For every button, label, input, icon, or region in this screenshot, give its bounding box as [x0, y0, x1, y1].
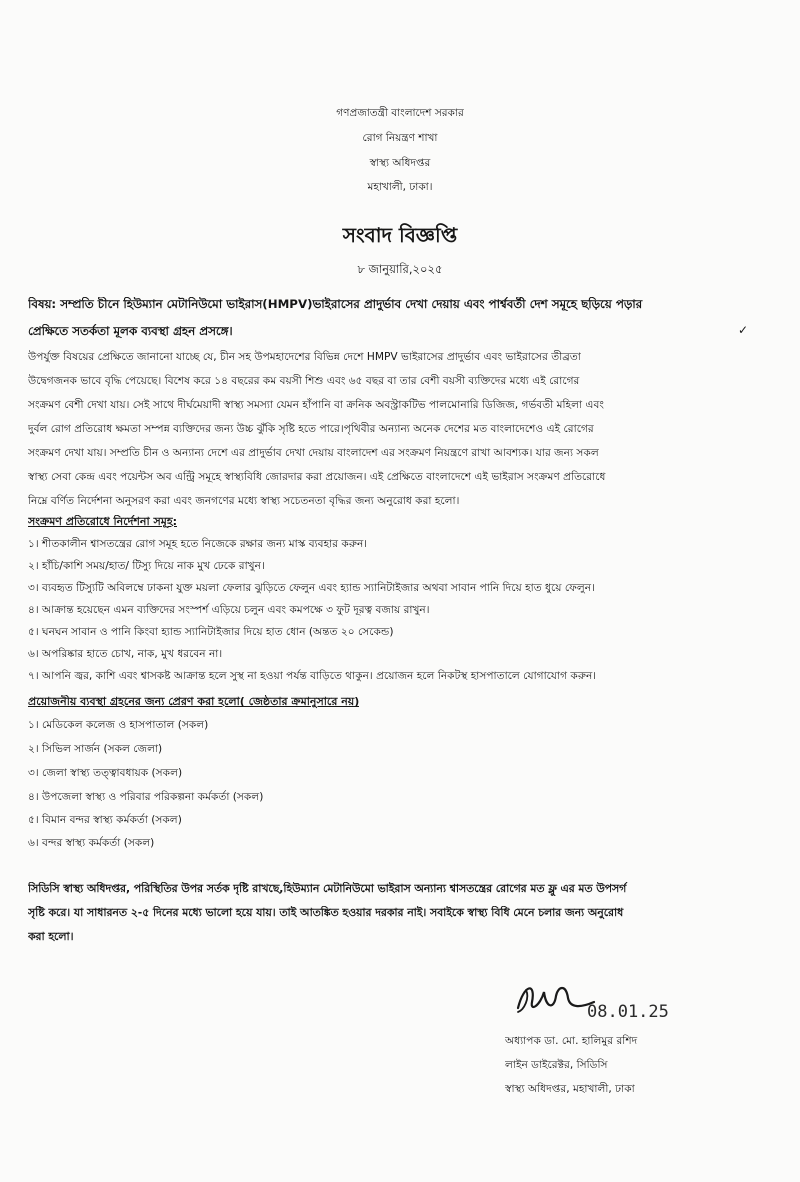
recipient-item: ২। সিভিল সার্জন (সকল জেলা)	[28, 743, 163, 755]
closing-line: করা হলো।	[28, 930, 74, 943]
document-date: ৮ জানুয়ারি,২০২৫	[357, 262, 443, 276]
instruction-item: ৫। ঘনঘন সাবান ও পানি কিংবা হ্যান্ড স্যানিটাইজার দিয়ে হাত ধোন (অন্তত ২০ সেকেন্ড)	[28, 626, 394, 638]
header-location: মহাখালী, ঢাকা।	[367, 181, 433, 193]
recipient-item: ৪। উপজেলা স্বাস্থ্য ও পরিবার পরিকল্পনা কর্মকর্তা (সকল)	[28, 791, 264, 803]
signatory-office: স্বাস্থ্য অধিদপ্তর, মহাখালী, ঢাকা	[505, 1083, 635, 1095]
instruction-item: ১। শীতকালীন শ্বাসতন্ত্রের রোগ সমূহ হতে নিজেকে রক্ষার জন্য মাস্ক ব্যবহার করুন।	[28, 538, 368, 550]
header-division: রোগ নিয়ন্ত্রণ শাখা	[362, 132, 438, 144]
recipient-item: ৬। বন্দর স্বাস্থ্য কর্মকর্তা (সকল)	[28, 837, 155, 849]
document-title: সংবাদ বিজ্ঞপ্তি	[342, 223, 458, 247]
instruction-item: ৪। আক্রান্ত হয়েছেন এমন ব্যক্তিদের সংস্পর্শ এড়িয়ে চলুন এবং কমপক্ষে ৩ ফুট দূরত্ব বজায় রাখুন।	[28, 604, 430, 616]
body-line: স্বাস্থ্য সেবা কেন্দ্র এবং পয়েন্টস অব এন্ট্রি সমূহে স্বাস্থ্যবিধি জোরদার করা প্রয়োজন। এই প্রেক্ষিতে বাংলাদেশে এই ভাইরাস সংক্রমণ প্রতিরোধে	[28, 471, 606, 483]
subject-line-1: বিষয়: সম্প্রতি চীনে হিউম্যান মেটানিউমো ভাইরাস(HMPV)ভাইরাসের প্রাদুর্ভাব দেখা দেয়ায় এবং পার্শ্ববর্তী দেশ সমূহে ছড়িয়ে পড়ার	[28, 297, 643, 311]
header-directorate: স্বাস্থ্য অধিদপ্তর	[369, 157, 431, 169]
recipient-item: ১। মেডিকেল কলেজ ও হাসপাতাল (সকল)	[28, 719, 209, 731]
subject-line-2: প্রেক্ষিতে সতর্কতা মূলক ব্যবস্থা গ্রহন প্রসঙ্গে।	[28, 324, 233, 338]
signatory-name: অধ্যাপক ডা. মো. হালিমুর রশিদ	[505, 1035, 638, 1047]
instruction-item: ৬। অপরিষ্কার হাতে চোখ, নাক, মুখ ধরবেন না।	[28, 648, 223, 660]
closing-line: সৃষ্টি করে। যা সাধারনত ২-৫ দিনের মধ্যে ভালো হয়ে যায়। তাই আতঙ্কিত হওয়ার দরকার নাই। সবাইকে স্বাস্থ্য বিধি মেনে চলার জন্য অনুরোধ	[28, 906, 624, 919]
recipients-heading: প্রয়োজনীয় ব্যবস্থা গ্রহনের জন্য প্রেরণ করা হলো( জেষ্ঠতার ক্রমানুসারে নয়)	[28, 695, 360, 708]
body-line: সংক্রমণ বেশী দেখা যায়। সেই সাথে দীর্ঘমেয়াদী স্বাস্থ্য সমস্যা যেমন হাঁপানি বা ক্রনিক অবস্ট্রাকটিভ পালমোনারি ডিজিজ, গর্ভবতী মহিলা এবং	[28, 399, 604, 411]
recipient-item: ৫। বিমান বন্দর স্বাস্থ্য কর্মকর্তা (সকল)	[28, 814, 182, 826]
body-line: উপর্যুক্ত বিষয়ের প্রেক্ষিতে জানানো যাচ্ছে যে, চীন সহ উপমহাদেশের বিভিন্ন দেশে HMPV ভাইরাসের প্রাদুর্ভাব এবং ভাইরাসের তীব্রতা	[28, 351, 581, 363]
instruction-item: ৩। ব্যবহৃত টিস্যুটি অবিলম্বে ঢাকনা যুক্ত ময়লা ফেলার ঝুড়িতে ফেলুন এবং হ্যান্ড স্যানিটাইজার অথবা সাবান পানি দিয়ে হাত ধুয়ে ফেলুন।	[28, 582, 595, 594]
body-line: দুর্বল রোগ প্রতিরোধ ক্ষমতা সম্পন্ন ব্যক্তিদের জন্য উচ্চ ঝুঁকি সৃষ্টি হতে পারে।পৃথিবীর অন্যান্য অনেক দেশের মত বাংলাদেশেও এই রোগের	[28, 423, 594, 435]
closing-line: সিডিসি স্বাস্থ্য অধিদপ্তর, পরিস্থিতির উপর সর্তক দৃষ্টি রাখছে,হিউম্যান মেটানিউমো ভাইরাস অন্যান্য শ্বাসতন্ত্রের রোগের মত ফ্লু এর মত উপসর্গ	[28, 882, 627, 895]
recipient-item: ৩। জেলা স্বাস্থ্য তত্ত্বাবধায়ক (সকল)	[28, 767, 183, 779]
body-line: উদ্বেগজনক ভাবে বৃদ্ধি পেয়েছে। বিশেষ করে ১৪ বছরের কম বয়সী শিশু এবং ৬৫ বছর বা তার বেশী বয়সী ব্যক্তিদের মধ্যে এই রোগের	[28, 375, 580, 387]
body-line: নিম্নে বর্ণিত নির্দেশনা অনুসরণ করা এবং জনগণের মধ্যে স্বাস্থ্য সচেতনতা বৃদ্ধির জন্য অনুরোধ করা হলো।	[28, 495, 460, 507]
body-line: সংক্রমণ দেখা যায়। সম্প্রতি চীন ও অন্যান্য দেশে এর প্রাদুর্ভাব দেখা দেয়ায় বাংলাদেশ এর সংক্রমণ নিয়ন্ত্রণে রাখা আবশ্যক। যার জন্য সকল	[28, 447, 599, 459]
tick-mark: ✓	[738, 323, 749, 337]
instruction-item: ৭। আপনি জ্বর, কাশি এবং শ্বাসকষ্ট আক্রান্ত হলে সুস্থ না হওয়া পর্যন্ত বাড়িতে থাকুন। প্রয়োজন হলে নিকটস্থ হাসপাতালে যোগাযোগ করুন।	[28, 670, 597, 682]
signatory-designation: লাইন ডাইরেক্টর, সিডিসি	[505, 1059, 608, 1071]
header-government: গণপ্রজাতন্ত্রী বাংলাদেশ সরকার	[336, 107, 464, 119]
instruction-item: ২। হাঁচি/কাশি সময়/হাত/ টিস্যু দিয়ে নাক মুখ ঢেকে রাখুন।	[28, 560, 265, 572]
instructions-heading: সংক্রমণ প্রতিরোধে নির্দেশনা সমূহ:	[28, 515, 178, 528]
signature-date: 08.01.25	[587, 1002, 669, 1022]
